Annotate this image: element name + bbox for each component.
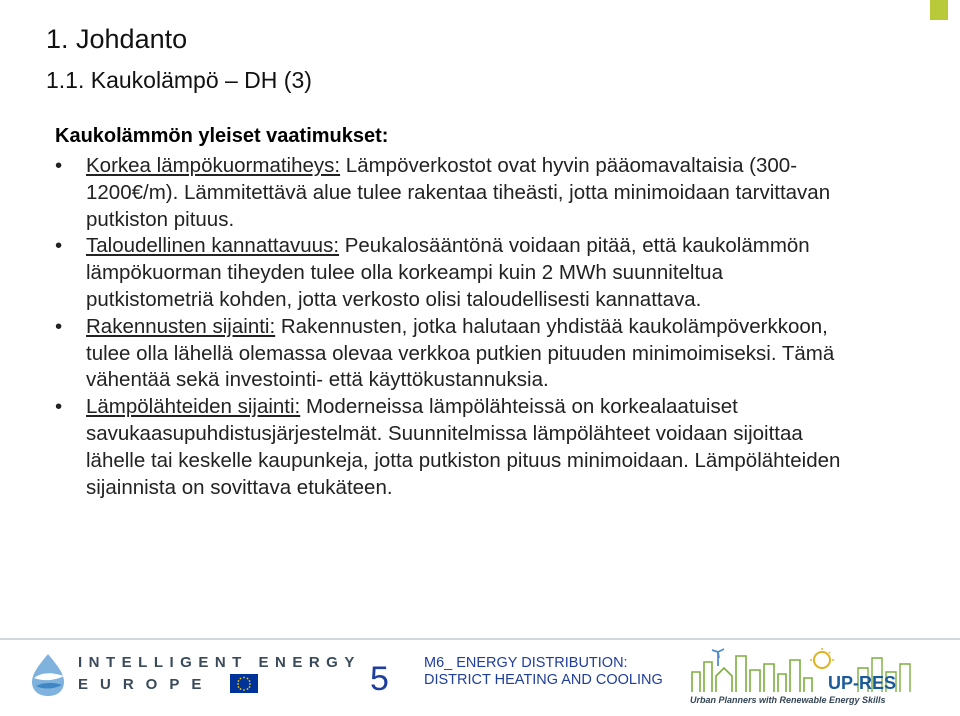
bullet-icon: • bbox=[55, 234, 63, 258]
energy-drop-icon bbox=[26, 652, 70, 698]
bullet-icon: • bbox=[55, 395, 63, 419]
bullet-item bbox=[55, 314, 845, 394]
bullet-text: Lämpöverkostot ovat hyvin pääomavaltaisia (300-1200€/m). Lämmitettävä alue tulee rakentaa tiheästi, jotta minimoidaan tarvittavan putkiston pituus. bbox=[86, 154, 831, 231]
footer-module-title bbox=[424, 655, 663, 689]
bullet-term: Rakennusten sijainti: bbox=[86, 314, 276, 338]
up-res-tagline: Urban Planners with Renewable Energy Skills bbox=[690, 695, 886, 705]
ie-logo-line2: EUROPE bbox=[78, 676, 214, 693]
bullet-term: Taloudellinen kannattavuus: bbox=[86, 234, 340, 258]
slide-title: 1. Johdanto bbox=[46, 24, 188, 54]
bullet-item bbox=[55, 153, 845, 233]
footer-title-line2: DISTRICT HEATING AND COOLING bbox=[424, 672, 663, 688]
slide-subtitle: 1.1. Kaukolämpö – DH (3) bbox=[46, 67, 312, 93]
up-res-name: UP-RES bbox=[828, 673, 897, 693]
slide-content bbox=[55, 123, 845, 501]
bullet-list bbox=[55, 153, 845, 501]
bullet-icon: • bbox=[55, 314, 63, 338]
bullet-term: Lämpölähteiden sijainti: bbox=[86, 395, 301, 419]
corner-accent-square bbox=[930, 0, 948, 20]
bullet-icon: • bbox=[55, 154, 63, 177]
intelligent-energy-europe-logo bbox=[26, 650, 361, 700]
bullet-text: Rakennusten, jotka halutaan yhdistää kaukolämpöverkkoon, tulee olla lähellä olemassa olevaa verkkoa putkien pituuden minimoimiseksi. Tämä vähentää sekä investointi- että käyttökustannuksia. bbox=[86, 314, 835, 392]
footer-title-line1: M6_ ENERGY DISTRIBUTION: bbox=[424, 655, 628, 671]
up-res-logo bbox=[688, 648, 918, 710]
page-number: 5 bbox=[370, 660, 389, 698]
eu-flag-icon bbox=[230, 674, 258, 693]
bullet-item bbox=[55, 394, 845, 501]
bullet-term: Korkea lämpökuormatiheys: bbox=[86, 154, 341, 177]
bullet-text: Peukalosääntönä voidaan pitää, että kaukolämmön lämpökuorman tiheyden tulee olla korkeampi kuin 2 MWh suunniteltua putkistometriä kohden, jotta verkosto olisi taloudellisesti kannattava. bbox=[86, 234, 810, 311]
bullet-text: Moderneissa lämpölähteissä on korkealaatuiset savukaasupuhdistusjärjestelmät. Suunnitelmissa lämpölähteet voidaan sijoittaa lähelle tai keskelle kaupunkeja, jotta putkiston pituus minimoidaan. Lämpölähteiden sijainnista on sovittava etukäteen. bbox=[86, 395, 841, 499]
top-bar bbox=[0, 0, 960, 4]
ie-logo-line1: INTELLIGENT ENERGY bbox=[78, 654, 361, 671]
footer-divider bbox=[0, 638, 960, 640]
bullet-item bbox=[55, 233, 845, 313]
content-heading: Kaukolämmön yleiset vaatimukset: bbox=[55, 125, 389, 147]
